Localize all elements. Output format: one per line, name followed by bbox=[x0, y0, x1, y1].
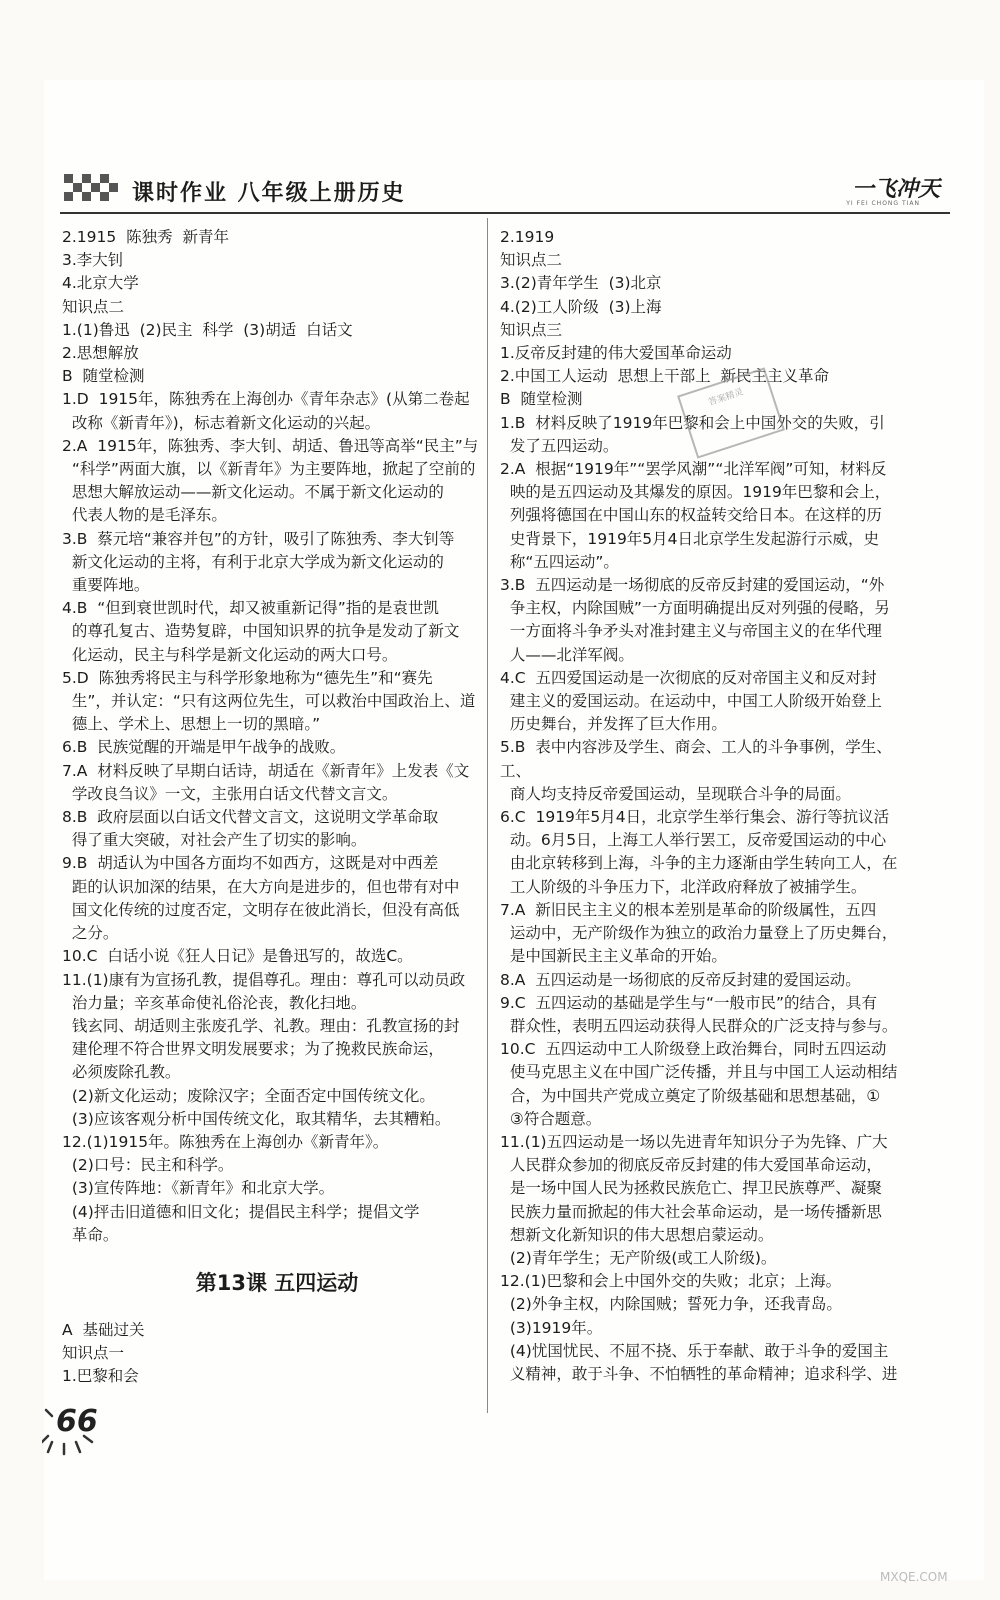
answer-line: 2.思想解放 bbox=[62, 344, 139, 363]
answer-line: 7.A 材料反映了早期白话诗，胡适在《新青年》上发表《文 bbox=[62, 761, 470, 780]
answer-line: 的尊孔复古、造势复辟，中国知识界的抗争是发动了新文 bbox=[62, 622, 460, 641]
answer-line: 7.A 新旧民主主义的根本差别是革命的阶级属性，五四 bbox=[500, 900, 877, 919]
answer-line: 10.C 五四运动中工人阶级登上政治舞台，同时五四运动 bbox=[500, 1040, 887, 1059]
answer-line: 必须废除孔教。 bbox=[62, 1063, 181, 1082]
answer-line: 5.D 陈独秀将民主与科学形象地称为“德先生”和“赛先 bbox=[62, 668, 433, 687]
answer-line: 5.B 表中内容涉及学生、商会、工人的斗争事例，学生、工、 bbox=[500, 738, 892, 780]
answer-line: 1.B 材料反映了1919年巴黎和会上中国外交的失败，引 bbox=[500, 413, 885, 432]
answer-line: 距的认识加深的结果，在大方向是进步的，但也带有对中 bbox=[62, 877, 460, 896]
answer-line: 义精神，敢于斗争、不怕牺牲的革命精神；追求科学、进 bbox=[500, 1364, 898, 1383]
answer-line: 是中国新民主主义革命的开始。 bbox=[500, 947, 727, 966]
answer-line: 动。6月5日，上海工人举行罢工，反帝爱国运动的中心 bbox=[500, 831, 887, 850]
answer-line: 历史舞台，并发挥了巨大作用。 bbox=[500, 715, 727, 734]
answer-line: ③符合题意。 bbox=[500, 1109, 602, 1128]
answer-line: 群众性，表明五四运动获得人民群众的广泛支持与参与。 bbox=[500, 1016, 898, 1035]
answer-line: 2.中国工人运动 思想上干部上 新民主主义革命 bbox=[500, 367, 829, 386]
answer-line: 治力量；辛亥革命使礼俗沦丧，教化扫地。 bbox=[62, 993, 367, 1012]
answer-line: 钱玄同、胡适则主张废孔学、礼教。理由：孔教宣扬的封 bbox=[62, 1016, 460, 1035]
answer-line: 思想大解放运动——新文化运动。不属于新文化运动的 bbox=[62, 483, 444, 502]
answer-line: (2)新文化运动；废除汉字；全面否定中国传统文化。 bbox=[62, 1086, 435, 1105]
answer-line: 知识点二 bbox=[500, 251, 563, 270]
brand-logo-subtitle: YI FEI CHONG TIAN bbox=[846, 200, 920, 207]
header-title: 课时作业 八年级上册历史 bbox=[132, 181, 406, 206]
answer-line: 10.C 白话小说《狂人日记》是鲁迅写的，故选C。 bbox=[62, 947, 413, 966]
answer-line: 由北京转移到上海，斗争的主力逐渐由学生转向工人，在 bbox=[500, 854, 898, 873]
answer-line: 代表人物的是毛泽东。 bbox=[62, 506, 227, 525]
answer-line: 12.(1)巴黎和会上中国外交的失败；北京；上海。 bbox=[500, 1272, 842, 1291]
answer-line: 改称《新青年》)，标志着新文化运动的兴起。 bbox=[62, 413, 381, 432]
answer-line: 4.B “但到衰世凯时代，却又被重新记得”指的是袁世凯 bbox=[62, 599, 439, 618]
answer-line: 重要阵地。 bbox=[62, 576, 150, 595]
brand-logo: 一飞冲天 bbox=[851, 177, 940, 202]
answer-line: 映的是五四运动及其爆发的原因。1919年巴黎和会上， bbox=[500, 483, 891, 502]
answer-line: (2)青年学生；无产阶级(或工人阶级)。 bbox=[500, 1248, 777, 1267]
answer-line: 11.(1)康有为宣扬孔教，提倡尊孔。理由：尊孔可以动员政 bbox=[62, 970, 466, 989]
answer-line: A 基础过关 bbox=[62, 1320, 145, 1339]
answer-line: 2.A 根据“1919年”“罢学风潮”“北洋军阀”可知，材料反 bbox=[500, 460, 887, 479]
page-number: 66 bbox=[56, 1404, 98, 1439]
answer-line: 使马克思主义在中国广泛传播，并且与中国工人运动相结 bbox=[500, 1063, 898, 1082]
answer-line: 知识点一 bbox=[62, 1344, 125, 1363]
page-header bbox=[60, 170, 950, 214]
lesson-title: 第13课 五四运动 bbox=[195, 1270, 359, 1295]
watermark-text: MXQE.COM bbox=[880, 1570, 948, 1584]
answer-line: 建主义的爱国运动。在运动中，中国工人阶级开始登上 bbox=[500, 692, 882, 711]
answer-line: 11.(1)五四运动是一场以先进青年知识分子为先锋、广大 bbox=[500, 1132, 888, 1151]
answer-line: 6.C 1919年5月4日，北京学生举行集会、游行等抗议活 bbox=[500, 808, 890, 827]
answer-line: 3.B 五四运动是一场彻底的反帝反封建的爱国运动，“外 bbox=[500, 576, 885, 595]
answer-line: 人——北洋军阀。 bbox=[500, 645, 634, 664]
answer-line: 9.C 五四运动的基础是学生与“一般市民”的结合，具有 bbox=[500, 993, 878, 1012]
answer-line: 8.B 政府层面以白话文代替文言文，这说明文学革命取 bbox=[62, 808, 439, 827]
answer-line: 6.B 民族觉醒的开端是甲午战争的战败。 bbox=[62, 738, 346, 757]
answer-line: 4.(2)工人阶级 (3)上海 bbox=[500, 297, 662, 316]
answer-line: 新文化运动的主将，有利于北京大学成为新文化运动的 bbox=[62, 552, 444, 571]
answer-line: 争主权，内除国贼”一方面明确提出反对列强的侵略，另 bbox=[500, 599, 890, 618]
answer-line: 9.B 胡适认为中国各方面均不如西方，这既是对中西差 bbox=[62, 854, 439, 873]
answer-line: 知识点二 bbox=[62, 297, 125, 316]
answer-line: 国文化传统的过度否定，文明存在彼此消长，但没有高低 bbox=[62, 900, 460, 919]
answer-line: 生”，并认定：“只有这两位先生，可以救治中国政治上、道 bbox=[62, 692, 476, 711]
header-checker-decoration bbox=[64, 174, 120, 208]
answer-line: 合，为中国共产党成立奠定了阶级基础和思想基础，① bbox=[500, 1086, 881, 1105]
answer-line: 知识点三 bbox=[500, 320, 563, 339]
answer-line: 2.1919 bbox=[500, 228, 555, 246]
answer-line: 1.(1)鲁迅 (2)民主 科学 (3)胡适 白话文 bbox=[62, 320, 353, 339]
answer-line: 3.B 蔡元培“兼容并包”的方针，吸引了陈独秀、李大钊等 bbox=[62, 529, 455, 548]
answer-line: (3)应该客观分析中国传统文化，取其精华，去其糟粕。 bbox=[62, 1109, 451, 1128]
answer-line: 3.李大钊 bbox=[62, 251, 124, 270]
answer-line: 2.A 1915年，陈独秀、李大钊、胡适、鲁迅等高举“民主”与 bbox=[62, 436, 479, 455]
answer-line: 学改良刍议》一文，主张用白话文代替文言文。 bbox=[62, 784, 398, 803]
answer-line: (2)外争主权，内除国贼；誓死力争，还我青岛。 bbox=[500, 1295, 842, 1314]
answer-line: 发了五四运动。 bbox=[500, 436, 619, 455]
answer-line: “科学”两面大旗，以《新青年》为主要阵地，掀起了空前的 bbox=[62, 460, 476, 479]
answer-line: 12.(1)1915年。陈独秀在上海创办《新青年》。 bbox=[62, 1132, 389, 1151]
answer-line: (4)忧国忧民、不屈不挠、乐于奉献、敢于斗争的爱国主 bbox=[500, 1341, 889, 1360]
answer-line: 3.(2)青年学生 (3)北京 bbox=[500, 274, 662, 293]
answer-line: B 随堂检测 bbox=[500, 390, 583, 409]
answer-line: 4.北京大学 bbox=[62, 274, 139, 293]
answer-line: 民族力量而掀起的伟大社会革命运动，是一场传播新思 bbox=[500, 1202, 882, 1221]
answer-line: (3)宣传阵地：《新青年》和北京大学。 bbox=[62, 1179, 335, 1198]
answer-line: 8.A 五四运动是一场彻底的反帝反封建的爱国运动。 bbox=[500, 970, 861, 989]
answer-line: 史背景下，1919年5月4日北京学生发起游行示威，史 bbox=[500, 529, 880, 548]
answer-line: B 随堂检测 bbox=[62, 367, 145, 386]
answer-line: 称“五四运动”。 bbox=[500, 552, 619, 571]
answer-line: (2)口号：民主和科学。 bbox=[62, 1156, 234, 1175]
answer-line: (4)抨击旧道德和旧文化；提倡民主科学；提倡文学 bbox=[62, 1202, 420, 1221]
answer-line: 德上、学术上、思想上一切的黑暗。” bbox=[62, 715, 321, 734]
answer-line: 人民群众参加的彻底反帝反封建的伟大爱国革命运动， bbox=[500, 1156, 882, 1175]
answer-line: 1.D 1915年，陈独秀在上海创办《青年杂志》(从第二卷起 bbox=[62, 390, 470, 409]
answer-line: 建伦理不符合世界文明发展要求；为了挽救民族命运， bbox=[62, 1040, 444, 1059]
answer-line: 化运动，民主与科学是新文化运动的两大口号。 bbox=[62, 645, 398, 664]
answer-line: 1.巴黎和会 bbox=[62, 1367, 139, 1386]
left-column bbox=[62, 226, 492, 1389]
answer-line: 想新文化新知识的伟大思想启蒙运动。 bbox=[500, 1225, 774, 1244]
answer-line: 一方面将斗争矛头对准封建主义与帝国主义的在华代理 bbox=[500, 622, 882, 641]
answer-line: 商人均支持反帝爱国运动，呈现联合斗争的局面。 bbox=[500, 784, 851, 803]
stamp-text: 答案精灵 bbox=[707, 387, 745, 409]
answer-line: 革命。 bbox=[62, 1225, 119, 1244]
answer-line: 得了重大突破，对社会产生了切实的影响。 bbox=[62, 831, 367, 850]
answer-line: 是一场中国人民为拯救民族危亡、捍卫民族尊严、凝聚 bbox=[500, 1179, 882, 1198]
answer-line: 之分。 bbox=[62, 924, 119, 943]
answer-line: 运动中，无产阶级作为独立的政治力量登上了历史舞台， bbox=[500, 924, 898, 943]
answer-line: 1.反帝反封建的伟大爱国革命运动 bbox=[500, 344, 732, 363]
answer-line: 列强将德国在中国山东的权益转交给日本。在这样的历 bbox=[500, 506, 882, 525]
answer-line: 2.1915 陈独秀 新青年 bbox=[62, 228, 229, 246]
answer-line: 工人阶级的斗争压力下，北洋政府释放了被捕学生。 bbox=[500, 877, 867, 896]
answer-line: 4.C 五四爱国运动是一次彻底的反对帝国主义和反对封 bbox=[500, 668, 877, 687]
answer-line: (3)1919年。 bbox=[500, 1318, 603, 1337]
